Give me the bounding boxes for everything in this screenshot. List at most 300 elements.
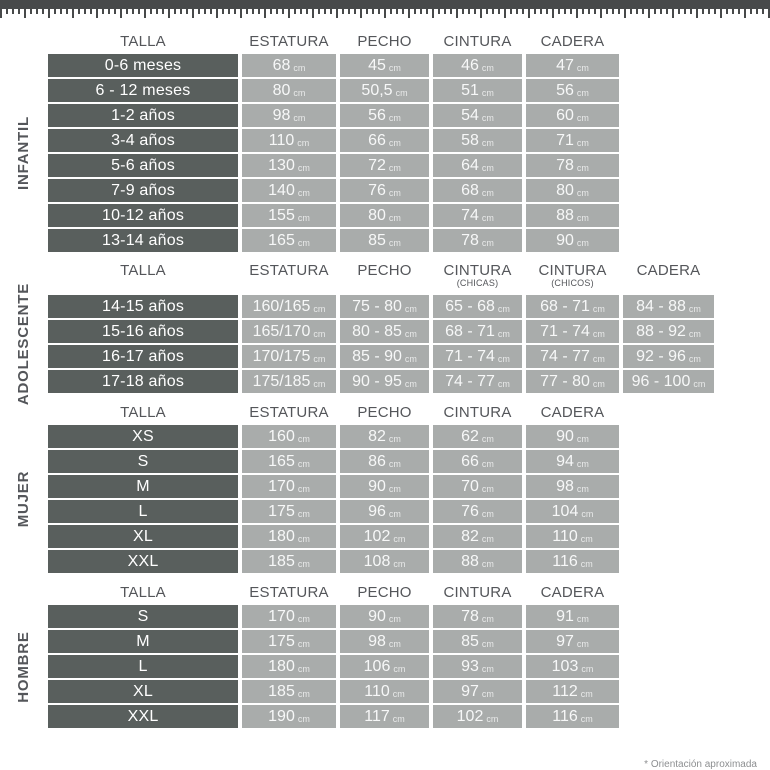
size-label-cell: S xyxy=(48,605,238,628)
column-header-label: PECHO xyxy=(357,583,412,601)
unit-label: cm xyxy=(592,303,605,314)
measurement-cell xyxy=(433,104,522,127)
measurement-cell xyxy=(526,425,619,448)
size-row xyxy=(48,79,770,102)
header-row-adolescente xyxy=(48,261,770,292)
section-label-infantil: INFANTIL xyxy=(15,116,32,190)
measurement-cell xyxy=(340,129,429,152)
size-row xyxy=(48,500,770,523)
size-label-cell: 3-4 años xyxy=(48,129,238,152)
measurement-value: 78 xyxy=(461,231,479,249)
section-adolescente xyxy=(0,261,770,406)
size-row xyxy=(48,154,770,177)
header-row-mujer xyxy=(48,402,770,422)
column-header xyxy=(526,404,619,421)
measurement-value: 58 xyxy=(461,131,479,149)
header-row-hombre xyxy=(48,582,770,602)
column-header xyxy=(623,261,714,281)
unit-label: cm xyxy=(581,508,594,519)
unit-label: cm xyxy=(576,433,589,444)
measurement-cell xyxy=(340,500,429,523)
measurement-value: 96 - 100 xyxy=(631,372,691,390)
measurement-cell xyxy=(433,229,522,252)
measurement-value: 110 xyxy=(552,527,578,545)
unit-label: cm xyxy=(388,212,401,223)
size-label-cell: XL xyxy=(48,680,238,703)
column-header xyxy=(48,261,238,281)
measurement-value: 78 xyxy=(556,156,574,174)
measurement-value: 88 xyxy=(556,206,574,224)
unit-label: cm xyxy=(481,638,494,649)
size-label-cell: M xyxy=(48,475,238,498)
column-header-label: TALLA xyxy=(120,262,166,279)
measurement-value: 175 xyxy=(268,502,295,520)
measurement-value: 72 xyxy=(368,156,386,174)
measurement-cell xyxy=(433,79,522,102)
unit-label: cm xyxy=(592,328,605,339)
measurement-cell xyxy=(340,450,429,473)
measurement-cell xyxy=(526,129,619,152)
column-header xyxy=(242,261,336,281)
unit-label: cm xyxy=(481,187,494,198)
unit-label: cm xyxy=(576,483,589,494)
size-label-cell: S xyxy=(48,450,238,473)
unit-label: cm xyxy=(297,433,310,444)
measurement-cell xyxy=(340,154,429,177)
size-row xyxy=(48,129,770,152)
column-header-label: ESTATURA xyxy=(249,403,329,421)
measurement-cell xyxy=(242,655,336,678)
measurement-cell xyxy=(433,655,522,678)
measurement-value: 71 xyxy=(556,131,574,149)
measurement-cell xyxy=(433,370,522,393)
measurement-value: 80 xyxy=(556,181,574,199)
measurement-value: 170 xyxy=(268,607,295,625)
column-header-label: PECHO xyxy=(357,32,412,50)
measurement-value: 180 xyxy=(268,527,295,545)
unit-label: cm xyxy=(481,688,494,699)
measurement-value: 102 xyxy=(456,707,484,725)
measurement-cell xyxy=(242,295,336,318)
unit-label: cm xyxy=(293,112,306,123)
measurement-value: 98 xyxy=(272,106,291,124)
unit-label: cm xyxy=(297,638,310,649)
size-label-cell: 6 - 12 meses xyxy=(48,79,238,102)
measurement-value: 96 xyxy=(368,502,386,520)
unit-label: cm xyxy=(481,508,494,519)
measurement-cell xyxy=(340,425,429,448)
measurement-cell xyxy=(433,425,522,448)
measurement-value: 170/175 xyxy=(252,347,311,365)
measurement-cell xyxy=(340,705,429,728)
column-header-label: PECHO xyxy=(357,403,412,421)
unit-label: cm xyxy=(393,558,406,569)
measurement-value: 102 xyxy=(363,527,391,545)
unit-label: cm xyxy=(497,353,510,364)
size-label-cell: XXL xyxy=(48,550,238,573)
measurement-value: 45 xyxy=(368,56,386,74)
column-header xyxy=(526,33,619,50)
unit-label: cm xyxy=(388,483,401,494)
measurement-value: 185 xyxy=(268,552,295,570)
measurement-cell xyxy=(433,295,522,318)
measurement-cell xyxy=(526,179,619,202)
measurement-value: 85 xyxy=(368,231,386,249)
measurement-cell xyxy=(433,345,522,368)
size-row xyxy=(48,425,770,448)
measurement-cell xyxy=(242,229,336,252)
measurement-value: 70 xyxy=(461,477,479,495)
size-row xyxy=(48,370,770,393)
measurement-value: 80 xyxy=(272,81,291,99)
size-label-cell: 5-6 años xyxy=(48,154,238,177)
measurement-value: 117 xyxy=(364,707,390,725)
rows-hombre xyxy=(15,605,770,728)
unit-label: cm xyxy=(688,328,701,339)
measurement-value: 116 xyxy=(552,552,578,570)
size-row xyxy=(48,630,770,653)
measurement-value: 71 - 74 xyxy=(445,347,495,365)
measurement-value: 60 xyxy=(556,106,574,124)
column-header-label: CINTURA xyxy=(538,262,607,279)
unit-label: cm xyxy=(481,483,494,494)
measurement-value: 74 xyxy=(461,206,479,224)
size-label-cell: L xyxy=(48,500,238,523)
measurement-value: 108 xyxy=(363,552,391,570)
unit-label: cm xyxy=(576,137,589,148)
size-row xyxy=(48,295,770,318)
unit-label: cm xyxy=(404,303,417,314)
measurement-value: 54 xyxy=(461,106,479,124)
column-subheader: (CHICOS) xyxy=(551,278,594,288)
measurement-value: 62 xyxy=(461,427,479,445)
column-header-label: TALLA xyxy=(120,32,166,50)
measurement-value: 50,5 xyxy=(361,81,393,99)
unit-label: cm xyxy=(497,328,510,339)
measurement-cell xyxy=(526,295,619,318)
unit-label: cm xyxy=(576,458,589,469)
measuring-tape xyxy=(0,0,770,19)
measurement-cell xyxy=(242,680,336,703)
size-label-cell: 10-12 años xyxy=(48,204,238,227)
measurement-cell xyxy=(242,500,336,523)
size-label-cell: 7-9 años xyxy=(48,179,238,202)
measurement-value: 175/185 xyxy=(252,372,311,390)
measurement-value: 71 - 74 xyxy=(540,322,590,340)
column-header-label: TALLA xyxy=(120,403,166,421)
measurement-cell xyxy=(433,154,522,177)
measurement-cell xyxy=(526,370,619,393)
column-header xyxy=(340,404,429,421)
measurement-value: 84 - 88 xyxy=(636,297,686,315)
column-header xyxy=(340,33,429,50)
measurement-cell xyxy=(433,500,522,523)
size-label-cell: 1-2 años xyxy=(48,104,238,127)
measurement-value: 190 xyxy=(268,707,295,725)
unit-label: cm xyxy=(313,328,326,339)
measurement-cell xyxy=(433,550,522,573)
column-header xyxy=(242,33,336,50)
unit-label: cm xyxy=(313,303,326,314)
size-row xyxy=(48,525,770,548)
unit-label: cm xyxy=(576,613,589,624)
size-row xyxy=(48,705,770,728)
column-header-label: ESTATURA xyxy=(249,583,329,601)
unit-label: cm xyxy=(481,87,494,98)
measurement-cell xyxy=(433,204,522,227)
measurement-value: 56 xyxy=(368,106,386,124)
measurement-cell xyxy=(340,179,429,202)
unit-label: cm xyxy=(293,62,306,73)
measurement-cell xyxy=(433,129,522,152)
unit-label: cm xyxy=(388,458,401,469)
measurement-value: 97 xyxy=(556,632,574,650)
measurement-value: 56 xyxy=(556,81,574,99)
unit-label: cm xyxy=(393,663,406,674)
unit-label: cm xyxy=(580,558,593,569)
measurement-cell xyxy=(623,345,714,368)
unit-label: cm xyxy=(481,137,494,148)
measurement-cell xyxy=(340,229,429,252)
rows-mujer xyxy=(15,425,770,573)
size-label-cell: XS xyxy=(48,425,238,448)
measurement-cell xyxy=(242,630,336,653)
unit-label: cm xyxy=(481,433,494,444)
column-header-label: CINTURA xyxy=(443,583,512,601)
unit-label: cm xyxy=(580,713,593,724)
column-header xyxy=(242,584,336,601)
unit-label: cm xyxy=(404,328,417,339)
unit-label: cm xyxy=(388,613,401,624)
size-label-cell: 13-14 años xyxy=(48,229,238,252)
measurement-value: 92 - 96 xyxy=(636,347,686,365)
rows-infantil xyxy=(15,54,770,252)
size-label-cell: 16-17 años xyxy=(48,345,238,368)
unit-label: cm xyxy=(580,533,593,544)
measurement-value: 93 xyxy=(461,657,479,675)
measurement-cell xyxy=(242,450,336,473)
unit-label: cm xyxy=(481,62,494,73)
measurement-cell xyxy=(623,370,714,393)
measurement-cell xyxy=(433,605,522,628)
size-row xyxy=(48,345,770,368)
measurement-value: 68 - 71 xyxy=(445,322,495,340)
measurement-value: 88 xyxy=(461,552,479,570)
size-row xyxy=(48,475,770,498)
measurement-cell xyxy=(242,320,336,343)
measurement-cell xyxy=(433,705,522,728)
unit-label: cm xyxy=(388,237,401,248)
measurement-cell xyxy=(340,79,429,102)
measurement-value: 90 xyxy=(368,477,386,495)
unit-label: cm xyxy=(395,87,408,98)
tape-bar xyxy=(0,0,770,9)
section-mujer xyxy=(0,402,770,573)
unit-label: cm xyxy=(688,353,701,364)
size-row xyxy=(48,680,770,703)
measurement-value: 180 xyxy=(268,657,295,675)
measurement-cell xyxy=(242,54,336,77)
size-label-cell: L xyxy=(48,655,238,678)
measurement-value: 76 xyxy=(461,502,479,520)
measurement-value: 82 xyxy=(461,527,479,545)
column-header-label: PECHO xyxy=(357,262,412,279)
measurement-value: 77 - 80 xyxy=(540,372,590,390)
measurement-cell xyxy=(242,705,336,728)
measurement-cell xyxy=(526,229,619,252)
measurement-value: 185 xyxy=(268,682,295,700)
measurement-cell xyxy=(242,129,336,152)
section-infantil xyxy=(0,31,770,252)
size-row xyxy=(48,179,770,202)
column-header xyxy=(433,33,522,50)
unit-label: cm xyxy=(576,212,589,223)
unit-label: cm xyxy=(404,353,417,364)
measurement-cell xyxy=(340,204,429,227)
size-label-cell: 17-18 años xyxy=(48,370,238,393)
size-row xyxy=(48,605,770,628)
measurement-value: 170 xyxy=(268,477,295,495)
measurement-value: 88 - 92 xyxy=(636,322,686,340)
measurement-value: 90 xyxy=(556,231,574,249)
measurement-value: 64 xyxy=(461,156,479,174)
measurement-cell xyxy=(340,630,429,653)
unit-label: cm xyxy=(576,62,589,73)
measurement-cell xyxy=(433,320,522,343)
measurement-value: 130 xyxy=(268,156,295,174)
measurement-cell xyxy=(340,104,429,127)
measurement-value: 86 xyxy=(368,452,386,470)
measurement-value: 85 xyxy=(461,632,479,650)
unit-label: cm xyxy=(576,87,589,98)
unit-label: cm xyxy=(297,483,310,494)
unit-label: cm xyxy=(392,688,405,699)
measurement-cell xyxy=(242,425,336,448)
measurement-cell xyxy=(242,154,336,177)
measurement-cell xyxy=(526,54,619,77)
column-header xyxy=(433,584,522,601)
column-header-label: ESTATURA xyxy=(249,32,329,50)
size-row xyxy=(48,104,770,127)
measurement-cell xyxy=(526,655,619,678)
measurement-value: 97 xyxy=(461,682,479,700)
measurement-cell xyxy=(623,320,714,343)
unit-label: cm xyxy=(297,187,310,198)
unit-label: cm xyxy=(576,638,589,649)
unit-label: cm xyxy=(388,187,401,198)
unit-label: cm xyxy=(481,112,494,123)
measurement-cell xyxy=(526,705,619,728)
measurement-cell xyxy=(526,79,619,102)
footnote: * Orientación aproximada xyxy=(644,759,757,770)
measurement-cell xyxy=(242,179,336,202)
measurement-value: 68 xyxy=(461,181,479,199)
measurement-value: 78 xyxy=(461,607,479,625)
measurement-value: 74 - 77 xyxy=(540,347,590,365)
measurement-value: 80 - 85 xyxy=(352,322,402,340)
measurement-value: 140 xyxy=(268,181,295,199)
unit-label: cm xyxy=(580,688,593,699)
measurement-value: 94 xyxy=(556,452,574,470)
unit-label: cm xyxy=(581,663,594,674)
measurement-cell xyxy=(433,54,522,77)
measurement-cell xyxy=(242,550,336,573)
measurement-value: 175 xyxy=(268,632,295,650)
measurement-cell xyxy=(526,345,619,368)
unit-label: cm xyxy=(297,508,310,519)
unit-label: cm xyxy=(293,87,306,98)
measurement-value: 80 xyxy=(368,206,386,224)
unit-label: cm xyxy=(481,558,494,569)
measurement-cell xyxy=(526,550,619,573)
measurement-value: 68 - 71 xyxy=(540,297,590,315)
measurement-cell xyxy=(526,680,619,703)
unit-label: cm xyxy=(576,112,589,123)
unit-label: cm xyxy=(388,162,401,173)
measurement-cell xyxy=(526,320,619,343)
unit-label: cm xyxy=(592,378,605,389)
measurement-value: 90 xyxy=(368,607,386,625)
unit-label: cm xyxy=(481,162,494,173)
unit-label: cm xyxy=(393,533,406,544)
size-label-cell: XXL xyxy=(48,705,238,728)
unit-label: cm xyxy=(313,353,326,364)
size-row xyxy=(48,320,770,343)
column-header xyxy=(526,261,619,288)
measurement-cell xyxy=(526,450,619,473)
column-header xyxy=(242,404,336,421)
measurement-value: 66 xyxy=(461,452,479,470)
size-label-cell: XL xyxy=(48,525,238,548)
measurement-cell xyxy=(526,154,619,177)
measurement-cell xyxy=(340,370,429,393)
unit-label: cm xyxy=(297,162,310,173)
size-row xyxy=(48,450,770,473)
unit-label: cm xyxy=(297,458,310,469)
column-header-label: CINTURA xyxy=(443,32,512,50)
measurement-cell xyxy=(242,475,336,498)
measurement-value: 66 xyxy=(368,131,386,149)
unit-label: cm xyxy=(576,187,589,198)
column-header-label: CADERA xyxy=(636,262,701,279)
measurement-value: 46 xyxy=(461,56,479,74)
unit-label: cm xyxy=(481,237,494,248)
unit-label: cm xyxy=(497,378,510,389)
measurement-value: 110 xyxy=(268,131,295,149)
measurement-cell xyxy=(340,525,429,548)
unit-label: cm xyxy=(297,137,310,148)
measurement-value: 160/165 xyxy=(252,297,311,315)
measurement-value: 82 xyxy=(368,427,386,445)
measurement-cell xyxy=(340,605,429,628)
unit-label: cm xyxy=(688,303,701,314)
measurement-value: 91 xyxy=(556,607,574,625)
measurement-value: 98 xyxy=(556,477,574,495)
measurement-cell xyxy=(340,655,429,678)
measurement-cell xyxy=(242,104,336,127)
measurement-value: 98 xyxy=(368,632,386,650)
column-header-label: ESTATURA xyxy=(249,262,329,279)
measurement-value: 47 xyxy=(556,56,574,74)
unit-label: cm xyxy=(297,533,310,544)
measurement-cell xyxy=(526,204,619,227)
measurement-value: 51 xyxy=(461,81,479,99)
size-label-cell: 0-6 meses xyxy=(48,54,238,77)
size-label-cell: 15-16 años xyxy=(48,320,238,343)
unit-label: cm xyxy=(486,713,499,724)
unit-label: cm xyxy=(392,713,405,724)
unit-label: cm xyxy=(388,112,401,123)
